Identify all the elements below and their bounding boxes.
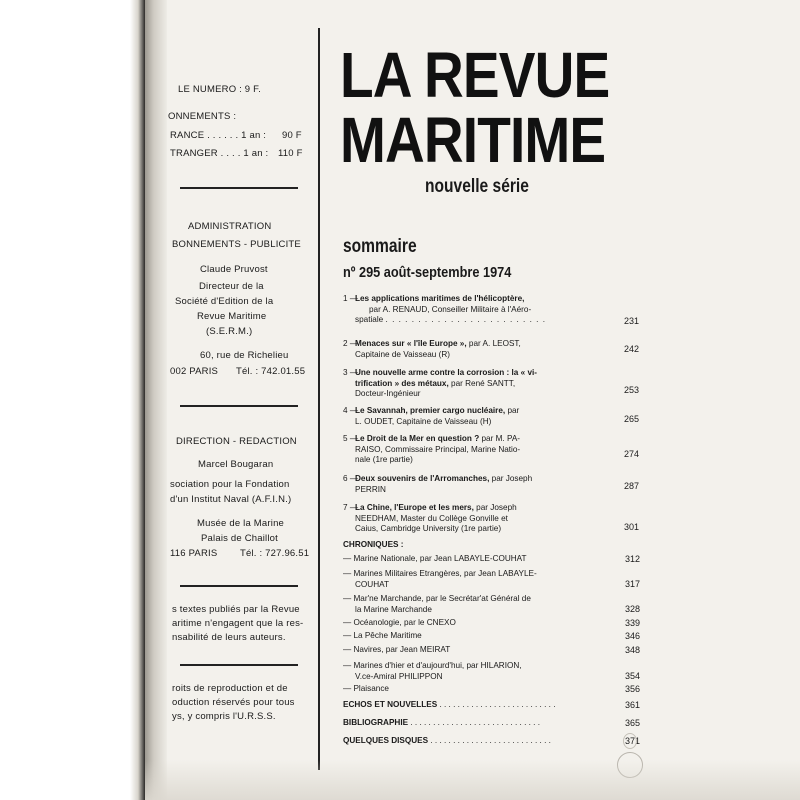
toc-entry-number: 7 —	[343, 503, 359, 512]
toc-entry-author: NEEDHAM, Master du Collège Gonville et	[355, 513, 508, 523]
section-title: ECHOS ET NOUVELLES	[343, 700, 438, 709]
toc-entry-author: L. OUDET, Capitaine de Vaisseau (H)	[355, 416, 492, 426]
chronicle-entry	[343, 618, 640, 629]
chronicle-title: V.ce-Amiral PHILIPPON	[355, 671, 443, 681]
toc-entry-author: par A. RENAUD, Conseiller Militaire à l'Aéro-	[369, 304, 532, 314]
toc-entry-page: 253	[623, 385, 639, 395]
toc-entry-page: 231	[623, 316, 639, 326]
section-title: QUELQUES DISQUES	[343, 736, 429, 745]
director-association: d'un Institut Naval (A.F.I.N.)	[170, 494, 292, 505]
disclaimer-line: nsabilité de leurs auteurs.	[172, 632, 286, 643]
admin-role-line: Société d'Edition de la	[175, 296, 274, 307]
toc-entry-author: spatiale	[355, 315, 384, 324]
toc-entry	[343, 503, 639, 539]
direction-address: Musée de la Marine	[197, 518, 285, 529]
toc-entry-author: par A. LEOST,	[468, 339, 521, 348]
chronicle-title: — Mar'ne Marchande, par le Secrétar'at Général de	[343, 594, 531, 603]
toc-entry-title: Le Droit de la Mer en question ?	[355, 434, 480, 443]
france-rate-label: RANCE . . . . . . 1 an :	[170, 130, 267, 141]
section-page: 365	[624, 718, 640, 728]
toc-entry	[343, 368, 639, 404]
toc-entry-author: par Joseph	[491, 474, 533, 483]
book-spine	[0, 0, 145, 800]
chronicle-page: 354	[624, 671, 640, 681]
masthead-title-line1: LA REVUE	[340, 39, 610, 111]
toc-entry-author: PERRIN	[355, 484, 386, 494]
toc-entry-number: 6 —	[343, 474, 359, 483]
chronicle-title: la Marine Marchande	[355, 604, 432, 614]
section-entry: QUELQUES DISQUES . . . . . . . . . . . . . . . . . . . . . . . . . . . 371	[343, 736, 640, 746]
toc-entry	[343, 434, 639, 470]
admin-role-line: Revue Maritime	[197, 311, 267, 322]
toc-entry-page: 242	[623, 344, 639, 354]
toc-entry-author: par René SANTT,	[451, 378, 516, 388]
issue-number: nº 295 août-septembre 1974	[343, 264, 512, 281]
chronicle-entry	[343, 569, 640, 590]
toc-entry-author: par M. PA-	[481, 434, 521, 443]
toc-entry-author: par	[507, 406, 520, 415]
toc-entry-number: 3 —	[343, 368, 359, 377]
section-entry: BIBLIOGRAPHIE . . . . . . . . . . . . . . . . . . . . . . . . . . . . . 365	[343, 718, 640, 728]
toc-entry-title: Menaces sur « l'île Europe »,	[355, 339, 467, 348]
toc-entry-author: Caius, Cambridge University (1re partie)	[355, 524, 502, 533]
chronicle-title: — Océanologie, par le CNEXO	[343, 618, 456, 627]
chronicle-entry	[343, 631, 640, 642]
contents-heading: sommaire	[343, 236, 417, 257]
admin-role-line: (S.E.R.M.)	[206, 326, 253, 337]
toc-entry-title: Les applications maritimes de l'hélicoptère,	[355, 294, 525, 303]
toc-entry-page: 301	[623, 522, 639, 532]
toc-entry: 1 — Les applications maritimes de l'hélicoptère, par A. RENAUD, Conseiller Militaire à l'Aéro- spatiale . . . . . . . . . . . . . . . . . . . . . . . . . 231	[343, 294, 639, 326]
toc-entry	[343, 474, 639, 498]
toc-entry-author: Docteur-Ingénieur	[355, 389, 421, 398]
chronicle-entry	[343, 661, 640, 682]
disclaimer-line: s textes publiés par la Revue	[172, 604, 300, 615]
direction-phone: Tél. : 727.96.51	[240, 548, 310, 559]
rights-line: oduction réservés pour tous	[172, 697, 295, 708]
chronicle-title: COUHAT	[355, 579, 389, 589]
divider	[180, 187, 298, 189]
admin-city: 002 PARIS	[170, 366, 219, 377]
toc-entry-number: 2 —	[343, 339, 359, 348]
director-name: Marcel Bougaran	[198, 459, 274, 470]
admin-phone: Tél. : 742.01.55	[236, 366, 306, 377]
chronicle-entry	[343, 594, 640, 615]
masthead-title-line2: MARITIME	[340, 104, 606, 176]
toc-entry	[343, 406, 639, 430]
chronicle-page: 317	[624, 579, 640, 589]
column-divider	[318, 28, 320, 770]
chronicles-heading: CHRONIQUES :	[343, 540, 404, 549]
toc-entry-page: 274	[623, 449, 639, 459]
toc-entry-page: 287	[623, 481, 639, 491]
chronicle-page: 346	[624, 631, 640, 641]
subscriptions-heading: ONNEMENTS :	[168, 111, 237, 122]
divider	[180, 664, 298, 666]
chronicle-title: — Navires, par Jean MEIRAT	[343, 645, 451, 654]
chronicle-page: 348	[624, 645, 640, 655]
rights-line: ys, y compris l'U.R.S.S.	[172, 711, 276, 722]
chronicle-title: — Marines Militaires Etrangères, par Jean LABAYLE-	[343, 569, 537, 578]
page-shadow	[145, 760, 800, 800]
toc-entry-number: 4 —	[343, 406, 359, 415]
toc-entry-title: Deux souvenirs de l'Arromanches,	[355, 474, 490, 483]
toc-entry-title: Une nouvelle arme contre la corrosion : la « vi-	[355, 368, 537, 377]
rights-line: roits de reproduction et de	[172, 683, 288, 694]
foreign-rate-price: 110 F	[278, 148, 303, 159]
toc-entry-title: Le Savannah, premier cargo nucléaire,	[355, 406, 506, 415]
disclaimer-line: aritime n'engagent que la res-	[172, 618, 304, 629]
admin-address: 60, rue de Richelieu	[200, 350, 289, 361]
price-per-issue: LE NUMERO : 9 F.	[178, 84, 261, 95]
page-gutter	[145, 0, 167, 800]
toc-entry-number: 1 —	[343, 294, 359, 303]
section-title: BIBLIOGRAPHIE	[343, 718, 409, 727]
chronicle-page: 312	[624, 554, 640, 564]
toc-entry-page: 265	[623, 414, 639, 424]
toc-entry-title: La Chine, l'Europe et les mers,	[355, 503, 474, 512]
toc-entry-title: trification » des métaux,	[355, 378, 449, 388]
chronicle-title: — La Pêche Maritime	[343, 631, 422, 640]
direction-heading: DIRECTION - REDACTION	[176, 436, 297, 447]
section-page: 371	[624, 736, 640, 746]
toc-entry-author: RAISO, Commissaire Principal, Marine Natio-	[355, 444, 521, 454]
director-association: sociation pour la Fondation	[170, 479, 290, 490]
chronicle-entry	[343, 645, 640, 656]
administration-heading: ADMINISTRATION	[188, 221, 272, 232]
chronicle-page: 356	[624, 684, 640, 694]
france-rate-price: 90 F	[282, 130, 302, 141]
divider	[180, 405, 298, 407]
foreign-rate-label: TRANGER . . . . 1 an :	[170, 148, 269, 159]
chronicle-entry	[343, 554, 640, 565]
toc-entry-author: par Joseph	[476, 503, 517, 512]
masthead-subtitle: nouvelle série	[425, 176, 529, 197]
toc-entry-number: 5 —	[343, 434, 359, 443]
toc-entry-author: nale (1re partie)	[355, 455, 413, 464]
chronicle-title: — Plaisance	[343, 684, 389, 693]
chronicle-page: 339	[624, 618, 640, 628]
admin-role-line: Directeur de la	[199, 281, 264, 292]
direction-city: 116 PARIS	[170, 548, 218, 559]
toc-entry-author: Capitaine de Vaisseau (R)	[355, 349, 450, 359]
chronicle-title: — Marines d'hier et d'aujourd'hui, par HILARION,	[343, 661, 522, 670]
admin-name: Claude Pruvost	[200, 264, 268, 275]
chronicle-entry	[343, 684, 640, 695]
section-page: 361	[624, 700, 640, 710]
chronicle-title: — Marine Nationale, par Jean LABAYLE-COUHAT	[343, 554, 527, 563]
chronicle-page: 328	[624, 604, 640, 614]
direction-address: Palais de Chaillot	[201, 533, 279, 544]
paper-stain	[623, 733, 637, 749]
section-entry: ECHOS ET NOUVELLES . . . . . . . . . . . . . . . . . . . . . . . . . . 361	[343, 700, 640, 710]
divider	[180, 585, 298, 587]
toc-entry	[343, 339, 639, 363]
administration-subheading: BONNEMENTS - PUBLICITE	[172, 239, 301, 250]
